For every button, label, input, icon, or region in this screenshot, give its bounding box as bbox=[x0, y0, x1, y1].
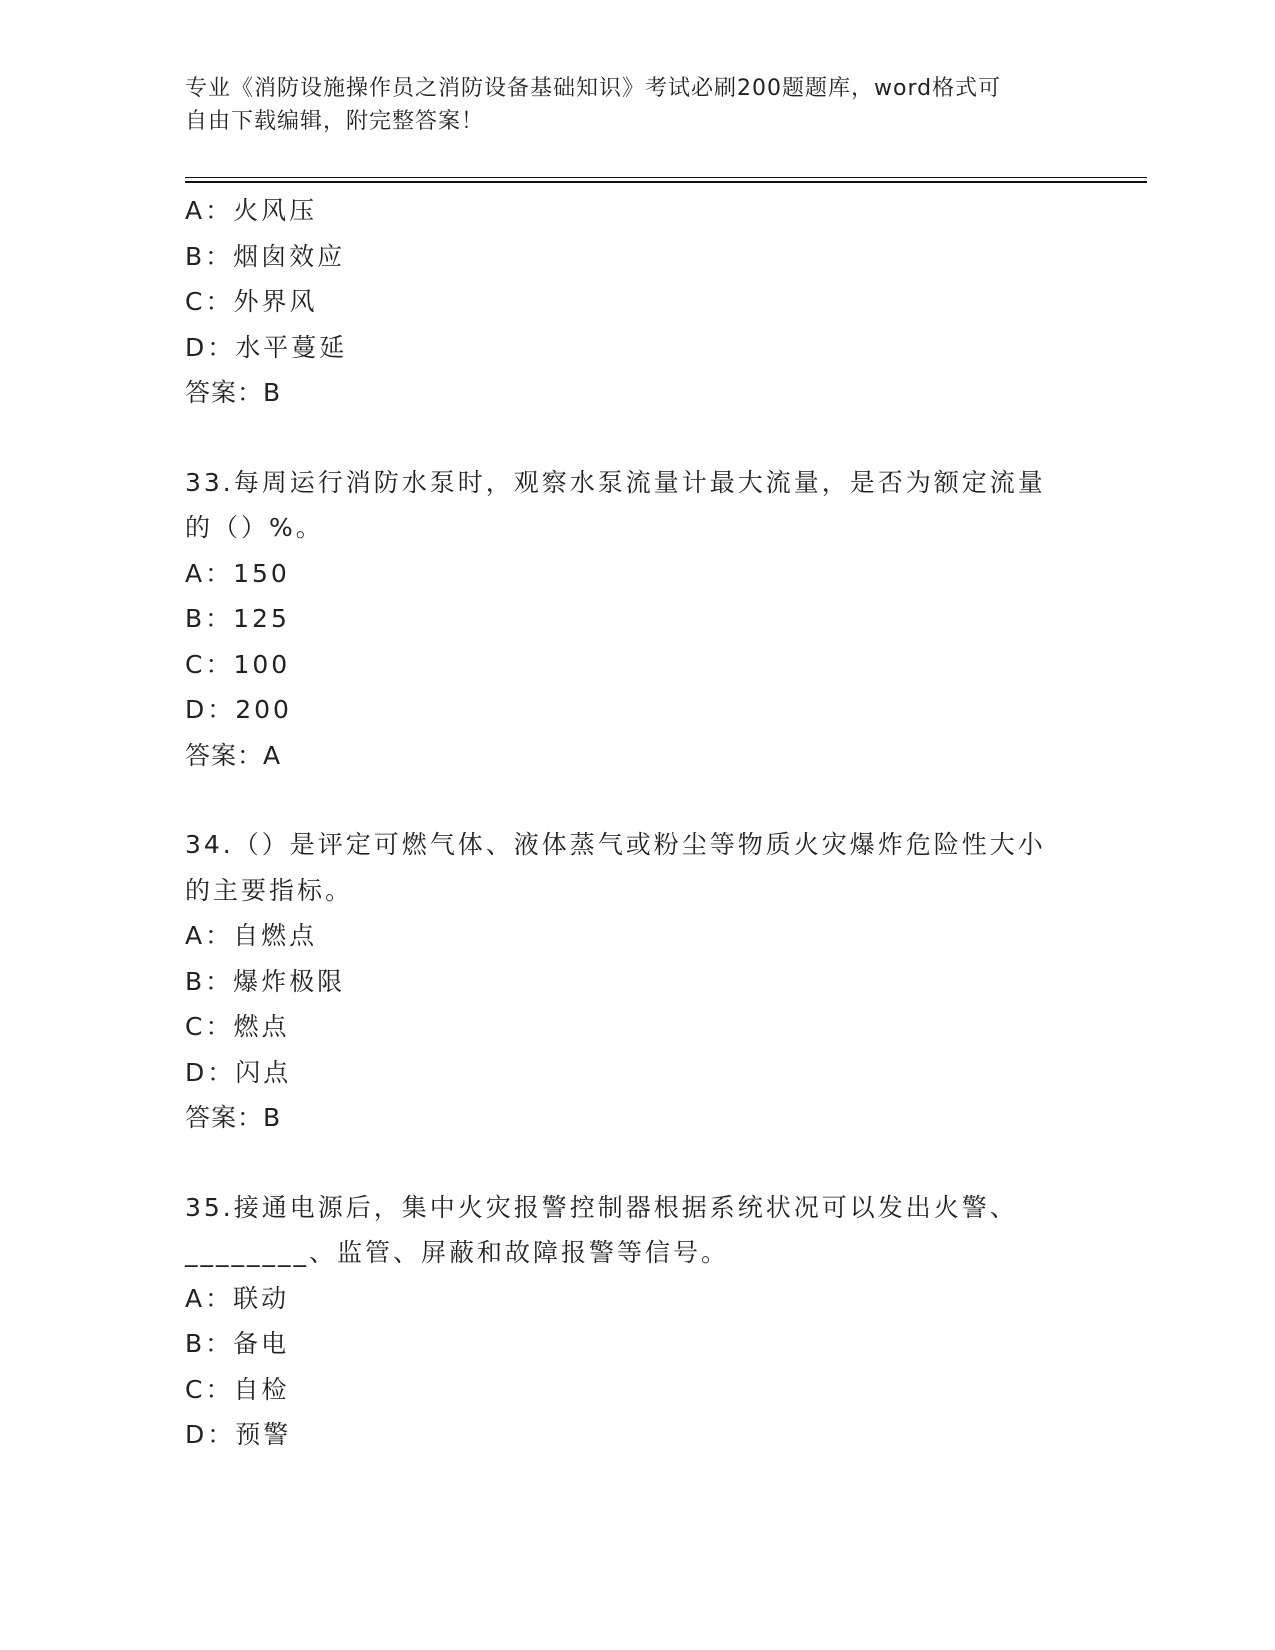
option-c: C：燃点 bbox=[185, 1012, 290, 1041]
answer-line: 答案：A bbox=[185, 740, 282, 770]
header-divider-thin bbox=[185, 177, 1147, 178]
question-text-line-2: ________、监管、屏蔽和故障报警等信号。 bbox=[185, 1238, 730, 1267]
option-b: B：烟囱效应 bbox=[185, 241, 346, 271]
option-a: A：150 bbox=[185, 558, 290, 588]
option-c: C：自检 bbox=[185, 1374, 290, 1404]
answer-line: 答案：B bbox=[185, 1103, 282, 1132]
option-b: B：备电 bbox=[185, 1329, 290, 1358]
option-a: A：火风压 bbox=[185, 196, 318, 225]
spacer bbox=[185, 416, 1085, 460]
option-c: C：外界风 bbox=[185, 287, 318, 316]
document-header bbox=[185, 72, 1075, 138]
header-divider-thick bbox=[185, 181, 1147, 183]
question-text-line-2: 的（）%。 bbox=[185, 513, 324, 542]
question-text-line-2: 的主要指标。 bbox=[185, 875, 354, 905]
question-34 bbox=[185, 822, 1085, 1141]
option-d: D：水平蔓延 bbox=[185, 332, 348, 362]
question-text-line-1: 34.（）是评定可燃气体、液体蒸气或粉尘等物质火灾爆炸危险性大小 bbox=[185, 830, 1046, 859]
option-d: D：200 bbox=[185, 695, 292, 724]
header-title-line-2: 自由下载编辑，附完整答案！ bbox=[185, 109, 485, 134]
question-35 bbox=[185, 1185, 1085, 1458]
answer-line: 答案：B bbox=[185, 378, 282, 407]
question-text-line-1: 33.每周运行消防水泵时，观察水泵流量计最大流量，是否为额定流量 bbox=[185, 467, 1046, 497]
question-33 bbox=[185, 460, 1085, 779]
option-b: B：125 bbox=[185, 604, 290, 633]
question-32 bbox=[185, 188, 1085, 416]
option-a: A：自燃点 bbox=[185, 921, 318, 950]
spacer bbox=[185, 778, 1085, 822]
option-b: B：爆炸极限 bbox=[185, 966, 346, 996]
option-a: A：联动 bbox=[185, 1283, 290, 1313]
option-d: D：闪点 bbox=[185, 1057, 292, 1087]
question-content bbox=[185, 188, 1085, 1458]
question-text-line-1: 35.接通电源后，集中火灾报警控制器根据系统状况可以发出火警、 bbox=[185, 1192, 1018, 1222]
spacer bbox=[185, 1141, 1085, 1185]
option-d: D：预警 bbox=[185, 1420, 292, 1449]
header-title-line-1: 专业《消防设施操作员之消防设备基础知识》考试必刷200题题库，word格式可 bbox=[185, 76, 1002, 101]
option-c: C：100 bbox=[185, 649, 291, 679]
